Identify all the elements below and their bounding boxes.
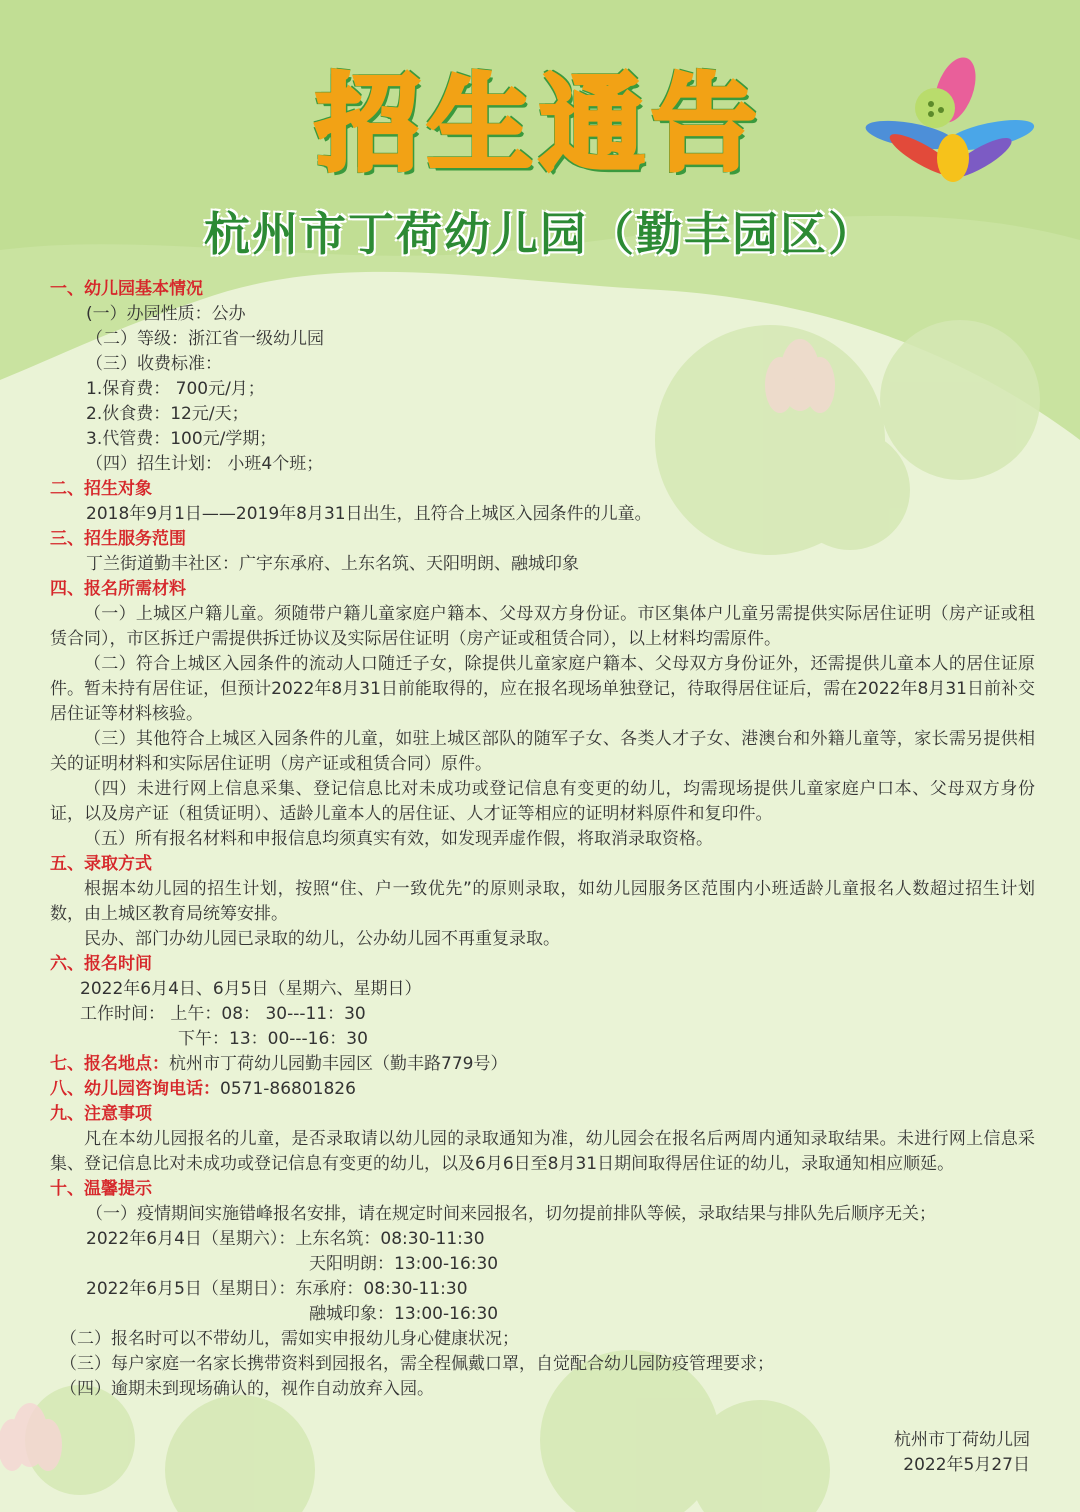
section-heading-tips: 十、温馨提示 [50,1179,152,1199]
section-heading-admission: 五、录取方式 [50,854,152,874]
grade-line: （二）等级：浙江省一级幼儿园 [86,329,324,349]
issue-date: 2022年5月27日 [903,1455,1030,1475]
tip-3: （三）每户家庭一名家长携带资料到园报名，需全程佩戴口罩，自觉配合幼儿园防疫管理要求； [60,1354,774,1374]
schedule-day2-am: 2022年6月5日（星期日）：东承府：08:30-11:30 [86,1279,468,1299]
schedule-day1-pm: 天阳明朗：13:00-16:30 [309,1254,499,1274]
service-area-text: 丁兰街道勤丰社区：广宇东承府、上东名筑、天阳明朗、融城印象 [86,554,579,574]
issuer-name: 杭州市丁荷幼儿园 [894,1430,1030,1450]
section-heading-service-area: 三、招生服务范围 [50,529,186,549]
kindergarten-name: 杭州市丁荷幼儿园（勤丰园区） [204,207,876,261]
fees-label: （三）收费标准： [86,354,222,374]
tip-2: （二）报名时可以不带幼儿，需如实申报幼儿身心健康状况； [60,1329,519,1349]
admission-paragraph: 民办、部门办幼儿园已录取的幼儿，公办幼儿园不再重复录取。 [84,929,560,949]
section-heading-materials: 四、报名所需材料 [50,579,186,599]
schedule-day2-pm: 融城印象：13:00-16:30 [309,1304,499,1324]
fee-childcare: 1.保育费： 700元/月； [86,379,265,399]
section-heading-notes: 九、注意事项 [50,1104,152,1124]
registration-location-line [50,1052,1035,1077]
location-text: 杭州市丁荷幼儿园勤丰园区（勤丰路779号） [169,1054,508,1074]
materials-paragraph: （三）其他符合上城区入园条件的儿童，如驻上城区部队的随军子女、各类人才子女、港澳台和外籍儿童等，家长需另提供相关的证明材料和实际居住证明（房产证或租赁合同）原件。 [50,729,1035,774]
section-heading-registration-time: 六、报名时间 [50,954,152,974]
schedule-day1-am: 2022年6月4日（星期六）：上东名筑：08:30-11:30 [86,1229,485,1249]
tip-1: （一）疫情期间实施错峰报名安排，请在规定时间来园报名，切勿提前排队等候，录取结果与排队先后顺序无关； [86,1204,936,1224]
tip-4: （四）逾期未到现场确认的，视作自动放弃入园。 [60,1379,434,1399]
target-text: 2018年9月1日——2019年8月31日出生，且符合上城区入园条件的儿童。 [86,504,652,524]
working-hours-pm: 下午：13：00---16：30 [178,1029,368,1049]
section-heading-phone: 八、幼儿园咨询电话： [50,1079,220,1099]
fee-custody: 3.代管费：100元/学期； [86,429,277,449]
signature-block [894,1428,1030,1478]
working-hours-am: 工作时间： 上午：08： 30---11：30 [80,1004,366,1024]
materials-paragraph: （一）上城区户籍儿童。须随带户籍儿童家庭户籍本、父母双方身份证。市区集体户儿童另需提供实际居住证明（房产证或租赁合同），市区拆迁户需提供拆迁协议及实际居住证明（房产证或租赁合同），以上材料均需原件。 [50,604,1035,649]
phone-number: 0571-86801826 [220,1079,356,1099]
notice-body [50,277,1035,1402]
materials-paragraph: （五）所有报名材料和申报信息均须真实有效，如发现弄虚作假，将取消录取资格。 [84,829,713,849]
registration-dates: 2022年6月4日、6月5日（星期六、星期日） [80,979,422,999]
enrollment-plan: （四）招生计划： 小班4个班； [86,454,324,474]
admission-paragraph: 根据本幼儿园的招生计划，按照“住、户一致优先”的原则录取，如幼儿园服务区范围内小班适龄儿童报名人数超过招生计划数，由上城区教育局统筹安排。 [50,879,1035,924]
materials-paragraph: （四）未进行网上信息采集、登记信息比对未成功或登记信息有变更的幼儿，均需现场提供儿童家庭户口本、父母双方身份证，以及房产证（租赁证明）、适龄儿童本人的居住证、人才证等相应的证明材料原件和复印件。 [50,779,1035,824]
fee-meals: 2.伙食费：12元/天； [86,404,249,424]
phone-line [50,1077,1035,1102]
materials-paragraph: （二）符合上城区入园条件的流动人口随迁子女，除提供儿童家庭户籍本、父母双方身份证外，还需提供儿童本人的居住证原件。暂未持有居住证，但预计2022年8月31日前能取得的，应在报名现场单独登记，待取得居住证后，需在2022年8月31日前补交居住证等材料核验。 [50,654,1035,724]
section-heading-location: 七、报名地点： [50,1054,169,1074]
page-title: 招生通告 [315,63,764,185]
notes-paragraph: 凡在本幼儿园报名的儿童，是否录取请以幼儿园的录取通知为准，幼儿园会在报名后两周内通知录取结果。未进行网上信息采集、登记信息比对未成功或登记信息有变更的幼儿，以及6月6日至8月31日期间取得居住证的幼儿，录取通知相应顺延。 [50,1129,1035,1174]
section-heading-basic-info: 一、幼儿园基本情况 [50,279,203,299]
nature-line: (一）办园性质：公办 [86,304,246,324]
section-heading-target: 二、招生对象 [50,479,152,499]
